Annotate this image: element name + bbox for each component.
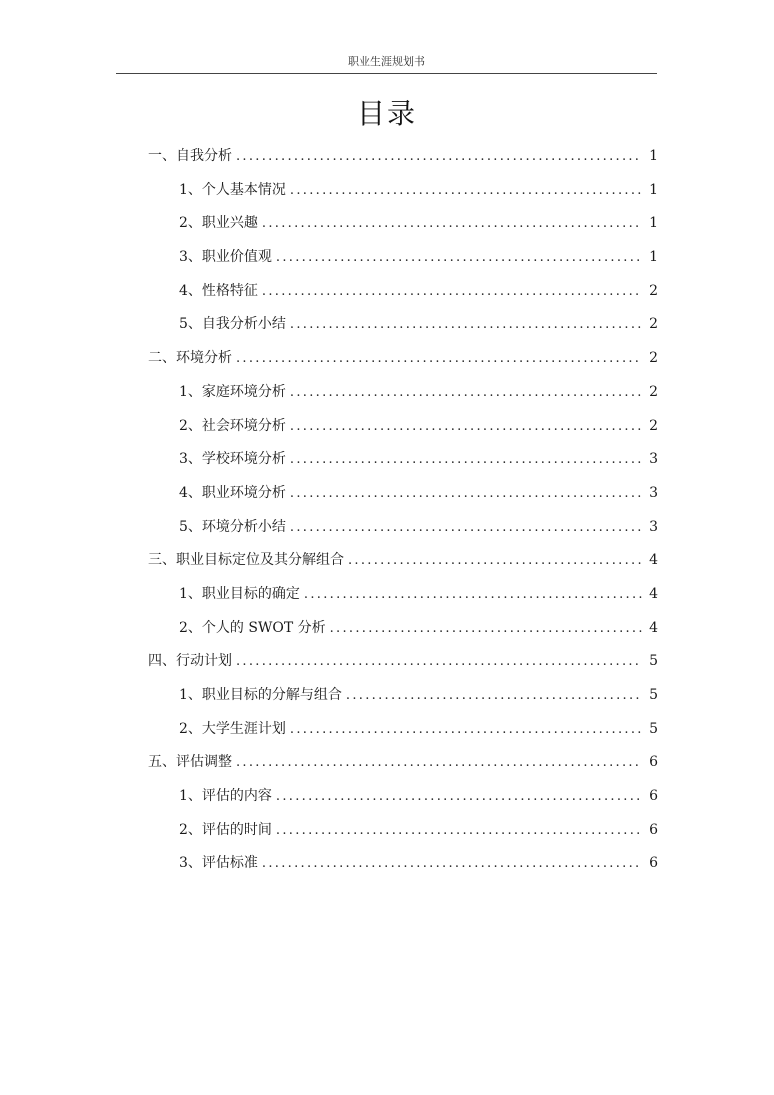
toc-entry-page-number: 5 <box>649 720 658 737</box>
toc-leader-dots <box>236 746 642 780</box>
running-header: 职业生涯规划书 <box>116 53 657 74</box>
toc-entry-label: 二、环境分析 <box>148 350 232 367</box>
toc-leader-dots <box>290 308 642 342</box>
toc-entry-label: 2、评估的时间 <box>179 821 272 838</box>
toc-entry[interactable] <box>148 443 658 477</box>
toc-entry[interactable] <box>148 814 658 848</box>
toc-entry-page-number: 2 <box>649 316 658 333</box>
toc-entry[interactable] <box>148 275 658 309</box>
toc-entry[interactable] <box>148 477 658 511</box>
toc-leader-dots <box>262 275 642 309</box>
toc-entry[interactable] <box>148 645 658 679</box>
toc-entry-page-number: 4 <box>649 585 658 602</box>
toc-leader-dots <box>290 174 642 208</box>
toc-entry-page-number: 2 <box>649 417 658 434</box>
toc-entry[interactable] <box>148 174 658 208</box>
toc-entry-label: 三、职业目标定位及其分解组合 <box>148 552 344 569</box>
toc-entry[interactable] <box>148 713 658 747</box>
toc-entry[interactable] <box>148 612 658 646</box>
table-of-contents <box>148 140 658 881</box>
toc-entry[interactable] <box>148 241 658 275</box>
toc-entry-page-number: 6 <box>649 855 658 872</box>
toc-entry-page-number: 1 <box>649 249 658 266</box>
toc-entry-page-number: 2 <box>649 383 658 400</box>
toc-entry-label: 1、职业目标的分解与组合 <box>179 687 342 703</box>
toc-entry-page-number: 5 <box>649 653 658 670</box>
toc-entry-page-number: 2 <box>649 282 658 299</box>
toc-entry-label: 2、社会环境分析 <box>179 417 286 434</box>
toc-entry[interactable] <box>148 140 658 174</box>
toc-entry-page-number: 4 <box>649 619 658 636</box>
toc-entry-page-number: 1 <box>649 148 658 164</box>
toc-entry-page-number: 3 <box>649 484 658 501</box>
toc-leader-dots <box>290 443 642 477</box>
toc-entry-label: 2、职业兴趣 <box>179 215 258 232</box>
toc-entry-page-number: 1 <box>649 215 658 232</box>
toc-entry-label: 5、环境分析小结 <box>179 518 286 535</box>
toc-entry[interactable] <box>148 847 658 881</box>
toc-entry-label: 1、家庭环境分析 <box>179 383 286 400</box>
toc-entry-label: 4、性格特征 <box>179 282 258 299</box>
toc-entry-label: 2、个人的 SWOT 分析 <box>179 619 326 636</box>
toc-leader-dots <box>236 342 642 376</box>
toc-entry[interactable] <box>148 578 658 612</box>
toc-entry-page-number: 1 <box>649 181 658 198</box>
toc-leader-dots <box>348 544 642 578</box>
toc-leader-dots <box>262 847 642 881</box>
toc-entry-page-number: 6 <box>649 821 658 838</box>
toc-entry[interactable] <box>148 679 658 713</box>
toc-entry-label: 1、评估的内容 <box>179 788 272 805</box>
toc-entry[interactable] <box>148 342 658 376</box>
toc-entry-page-number: 2 <box>649 350 658 367</box>
toc-leader-dots <box>290 410 642 444</box>
toc-leader-dots <box>330 612 642 646</box>
toc-leader-dots <box>236 645 642 679</box>
toc-entry-label: 1、个人基本情况 <box>179 181 286 198</box>
toc-entry-label: 3、学校环境分析 <box>179 451 286 468</box>
toc-entry-label: 五、评估调整 <box>148 754 232 771</box>
toc-entry-page-number: 3 <box>649 518 658 535</box>
toc-entry-page-number: 6 <box>649 754 658 771</box>
toc-entry-label: 3、职业价值观 <box>179 249 272 266</box>
toc-entry[interactable] <box>148 376 658 410</box>
toc-entry-label: 5、自我分析小结 <box>179 316 286 333</box>
toc-entry-page-number: 4 <box>649 552 658 569</box>
toc-entry-label: 3、评估标准 <box>179 855 258 872</box>
toc-entry-label: 一、自我分析 <box>148 148 232 164</box>
toc-entry-label: 1、职业目标的确定 <box>179 585 300 602</box>
toc-entry-label: 2、大学生涯计划 <box>179 720 286 737</box>
toc-entry[interactable] <box>148 308 658 342</box>
toc-leader-dots <box>262 207 642 241</box>
toc-leader-dots <box>276 780 642 814</box>
toc-entry[interactable] <box>148 544 658 578</box>
toc-leader-dots <box>276 241 642 275</box>
toc-entry[interactable] <box>148 511 658 545</box>
toc-entry-page-number: 3 <box>649 451 658 468</box>
toc-entry[interactable] <box>148 746 658 780</box>
toc-entry-label: 4、职业环境分析 <box>179 484 286 501</box>
toc-leader-dots <box>290 511 642 545</box>
toc-leader-dots <box>290 477 642 511</box>
toc-leader-dots <box>236 140 642 174</box>
toc-entry-page-number: 6 <box>649 788 658 805</box>
toc-leader-dots <box>346 679 642 713</box>
toc-entry[interactable] <box>148 410 658 444</box>
toc-entry-label: 四、行动计划 <box>148 653 232 670</box>
toc-title: 目录 <box>356 97 417 130</box>
toc-leader-dots <box>304 578 642 612</box>
toc-leader-dots <box>290 713 642 747</box>
toc-leader-dots <box>276 814 642 848</box>
toc-entry[interactable] <box>148 780 658 814</box>
toc-entry-page-number: 5 <box>649 687 658 703</box>
toc-entry[interactable] <box>148 207 658 241</box>
toc-leader-dots <box>290 376 642 410</box>
